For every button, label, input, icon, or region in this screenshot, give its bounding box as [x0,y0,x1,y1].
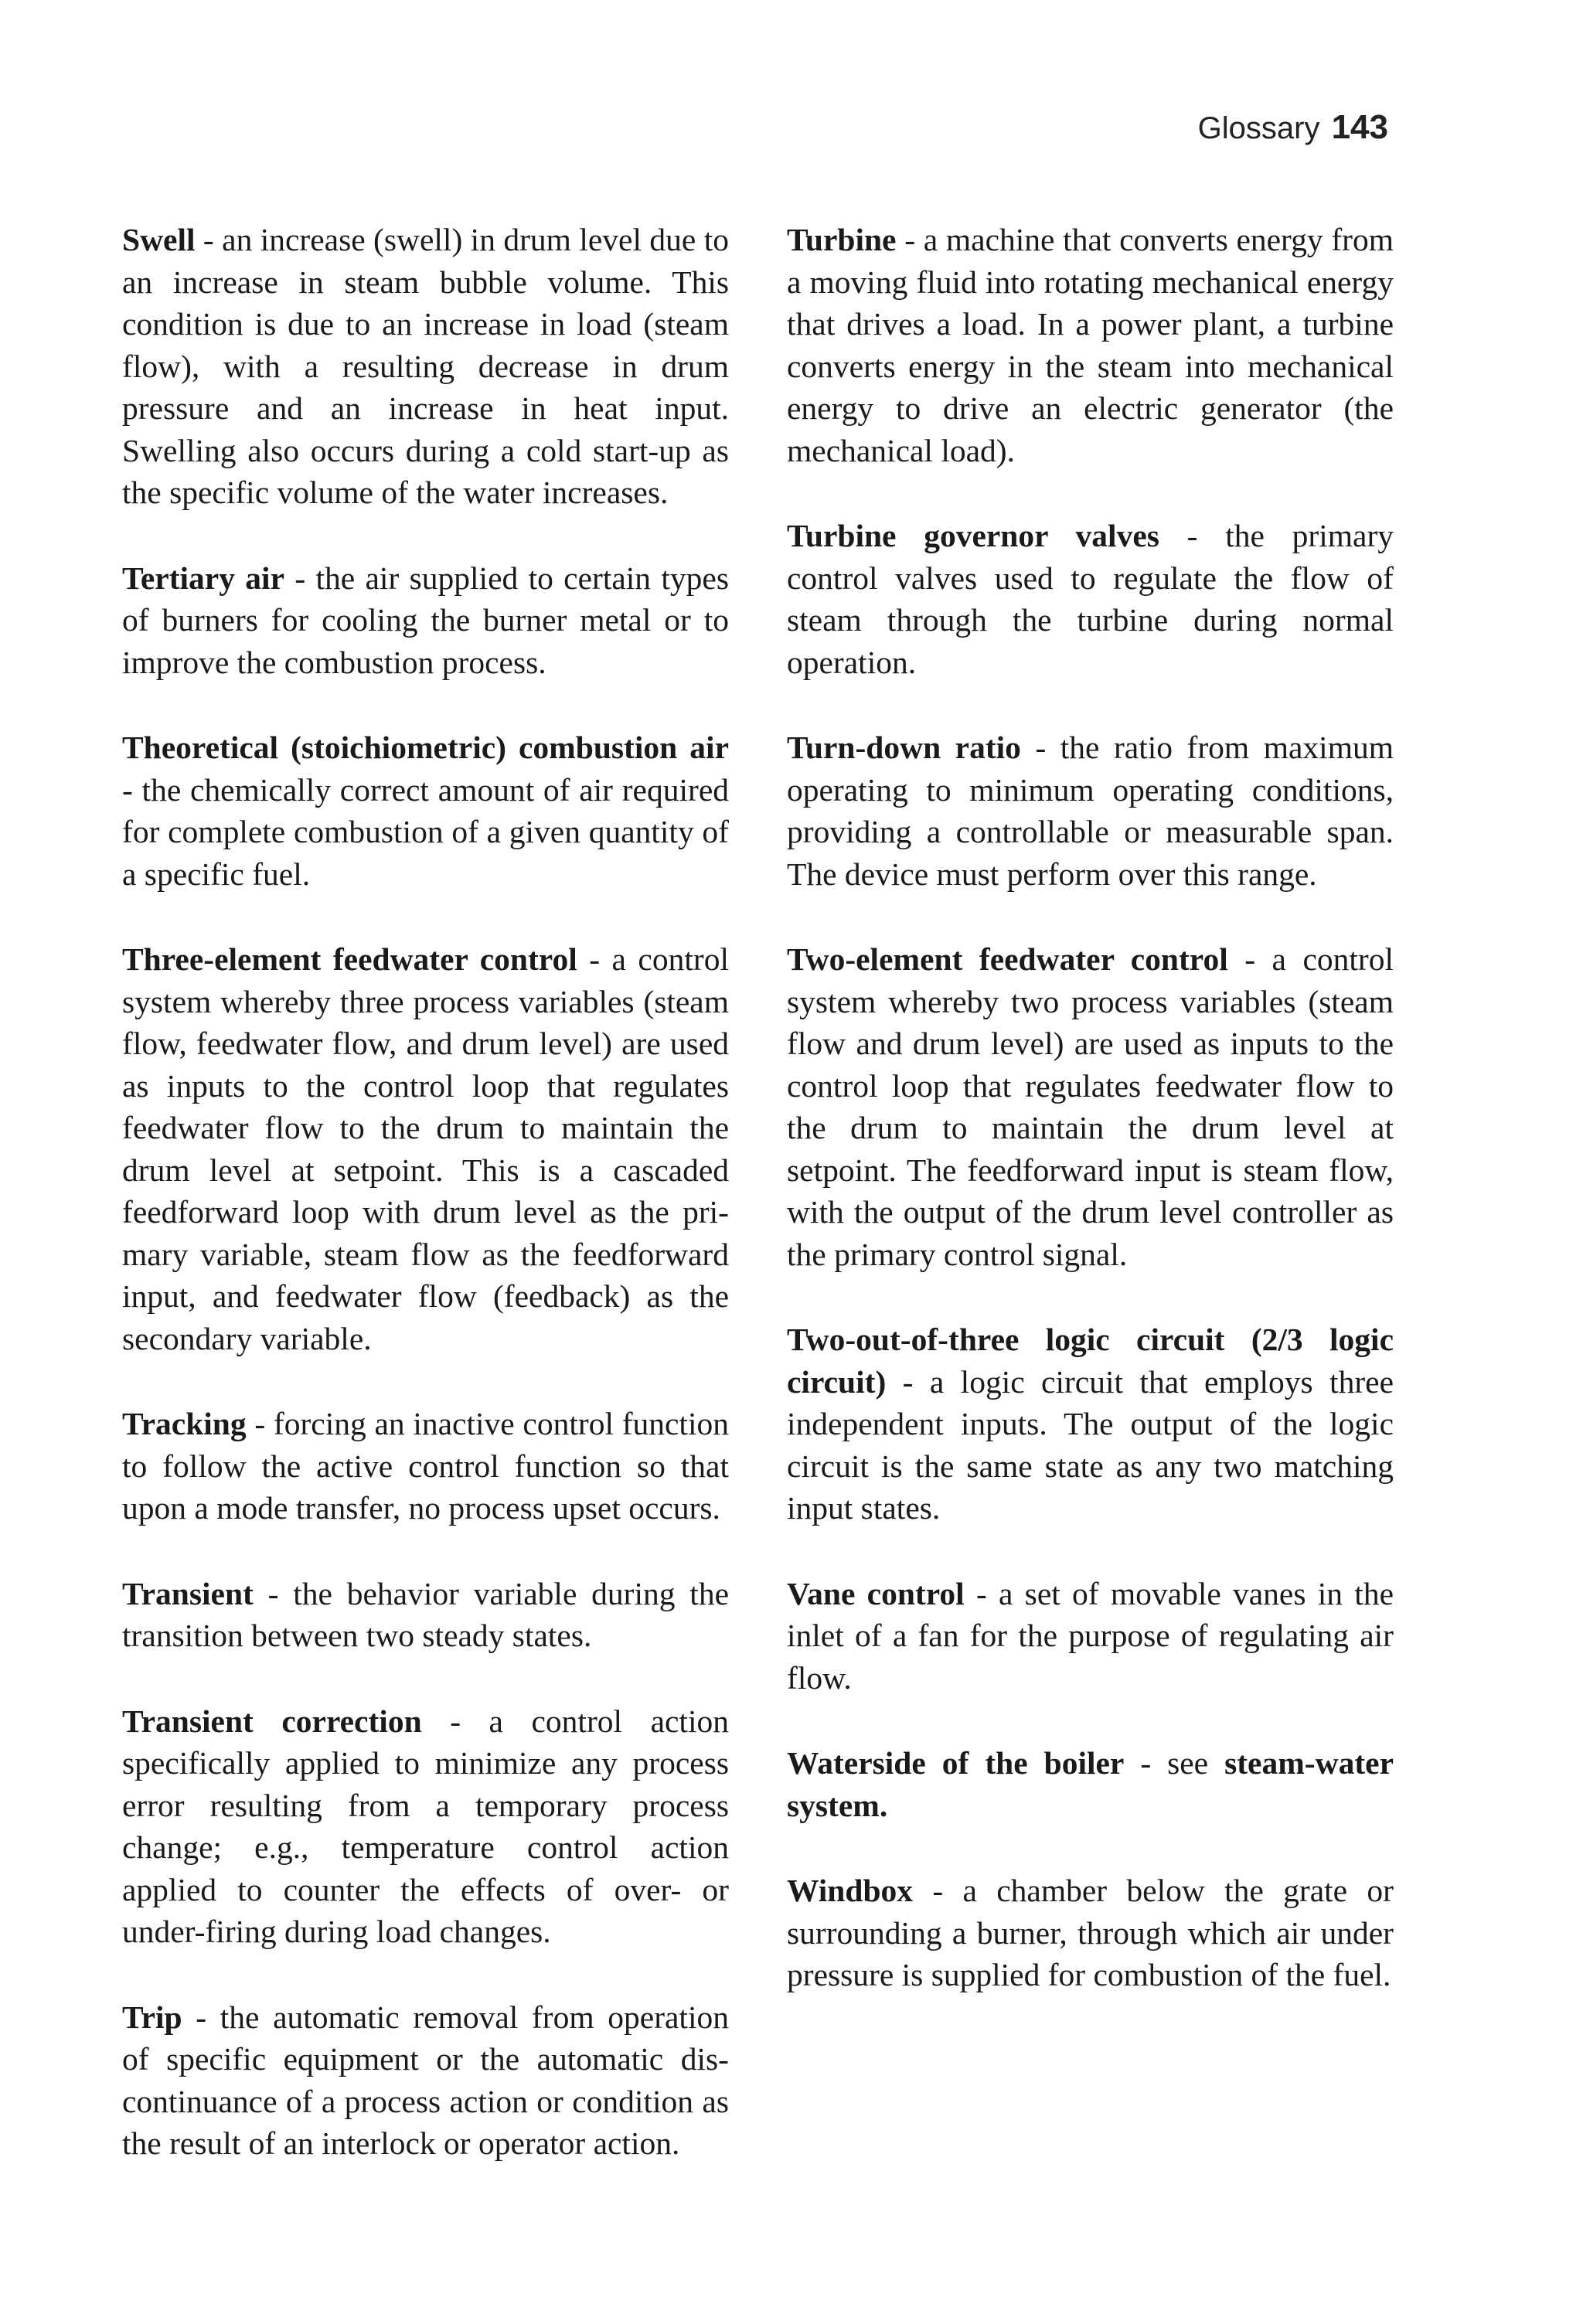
glossary-term: Transient correction [122,1703,422,1739]
glossary-definition: - a chamber below the grate or surrounding a burner, through which air under pressure is supplied for combustion of the fuel. [787,1873,1394,1992]
glossary-term: Theoretical (stoichiometric) combustion air [122,730,729,765]
glossary-term: Trip [122,1999,182,2035]
glossary-entry-turn-down-ratio [787,726,1394,895]
glossary-entry-three-element-feedwater-control [122,938,729,1359]
glossary-term: Tracking [122,1406,247,1441]
glossary-term: Tertiary air [122,560,285,596]
glossary-entry-turbine [787,219,1394,471]
glossary-entry-windbox [787,1870,1394,1996]
glossary-term: Transient [122,1575,254,1611]
glossary-definition: - the chemically correct amount of air required for complete combustion of a given quantity of a specific fuel. [122,771,729,892]
glossary-entry-tertiary-air [122,557,729,684]
glossary-entry-vane-control [787,1573,1394,1700]
glossary-definition: - the ratio from maximum operating to minimum operating conditions, providing a controllable or measurable span. The device must perform over this range. [787,730,1394,892]
glossary-definition: - a control action specifically applied to minimize any process error resulting from a temporary process change; e.g., temperature control action applied to counter the effects of over- or under-firing during load changes. [122,1703,729,1949]
glossary-term: Three-element feedwater control [122,941,577,977]
glossary-definition: - a machine that converts energy from a moving fluid into rotating mechanical energy that drives a load. In a power plant, a turbine converts energy in the steam into mechanical energy to drive an electric generator (the mechanical load). [787,222,1394,468]
glossary-definition: - see [1124,1745,1225,1781]
glossary-entry-two-out-of-three-logic-circuit [787,1319,1394,1529]
glossary-entry-theoretical-combustion-air [122,726,729,895]
left-column [122,219,729,2208]
glossary-entry-turbine-governor-valves [787,515,1394,683]
glossary-definition: - a set of movable vanes in the inlet of a fan for the purpose of regulating air flow. [787,1575,1394,1696]
glossary-definition: - the air supplied to certain types of burners for cooling the burner metal or to improve the combustion process. [122,560,729,680]
glossary-term: Two-out-of-three logic circuit (2/3 logic circuit) [787,1322,1394,1400]
glossary-definition: - a control system whereby three process variables (steam flow, feedwater flow, and drum level) are used as inputs to the control loop that regulates feedwater flow to the drum to maintain the drum level at setpoint. This is a cascaded feedforward loop with drum level as the primary variable, steam flow as the feedforward input, and feedwater flow (feedback) as the secondary variable. [122,941,729,1356]
glossary-entry-waterside-of-the-boiler [787,1742,1394,1826]
glossary-term: Turbine [787,222,897,257]
glossary-term: Vane control [787,1575,965,1611]
glossary-entry-trip [122,1996,729,2165]
cross-reference: steam-water system. [787,1745,1394,1823]
glossary-definition: - an increase (swell) in drum level due to an increase in steam bubble volume. This condition is due to an increase in load (steam flow), with a resulting decrease in drum pressure and an increase in heat input. Swelling also occurs during a cold start-up as the specific volume of the water increases. [122,222,729,510]
glossary-definition: - the automatic removal from operation of specific equipment or the automatic discontinuance of a process action or condition as the result of an interlock or operator action. [122,1999,729,2161]
page-number: 143 [1331,108,1388,146]
glossary-entry-transient [122,1573,729,1657]
glossary-definition: - a control system whereby two process variables (steam flow and drum level) are used as inputs to the control loop that regulates feedwater flow to the drum to maintain the drum level at setpoint. The feedforward input is steam flow, with the output of the drum level controller as the primary control signal. [787,941,1394,1272]
glossary-definition: - forcing an inactive control function to follow the active control function so that upon a mode transfer, no process upset occurs. [122,1406,729,1526]
running-head [1198,108,1388,147]
running-head-section: Glossary [1197,111,1320,145]
glossary-definition: - the primary control valves used to regulate the flow of steam through the turbine during normal operation. [787,518,1394,680]
glossary-definition: - the behavior variable during the transition between two steady states. [122,1575,729,1653]
glossary-entry-swell [122,219,729,514]
glossary-term: Turn-down ratio [787,730,1021,765]
glossary-term: Swell [122,222,196,257]
glossary-term: Turbine governor valves [787,518,1159,553]
glossary-entry-transient-correction [122,1700,729,1953]
glossary-definition: - a logic circuit that employs three independent inputs. The output of the logic circuit is the same state as any two matching input states. [787,1363,1394,1526]
glossary-term: Windbox [787,1873,914,1908]
right-column [787,219,1394,2040]
glossary-term: Waterside of the boiler [787,1745,1125,1781]
glossary-term: Two-element feedwater control [787,941,1228,977]
glossary-entry-two-element-feedwater-control [787,938,1394,1275]
glossary-entry-tracking [122,1403,729,1529]
